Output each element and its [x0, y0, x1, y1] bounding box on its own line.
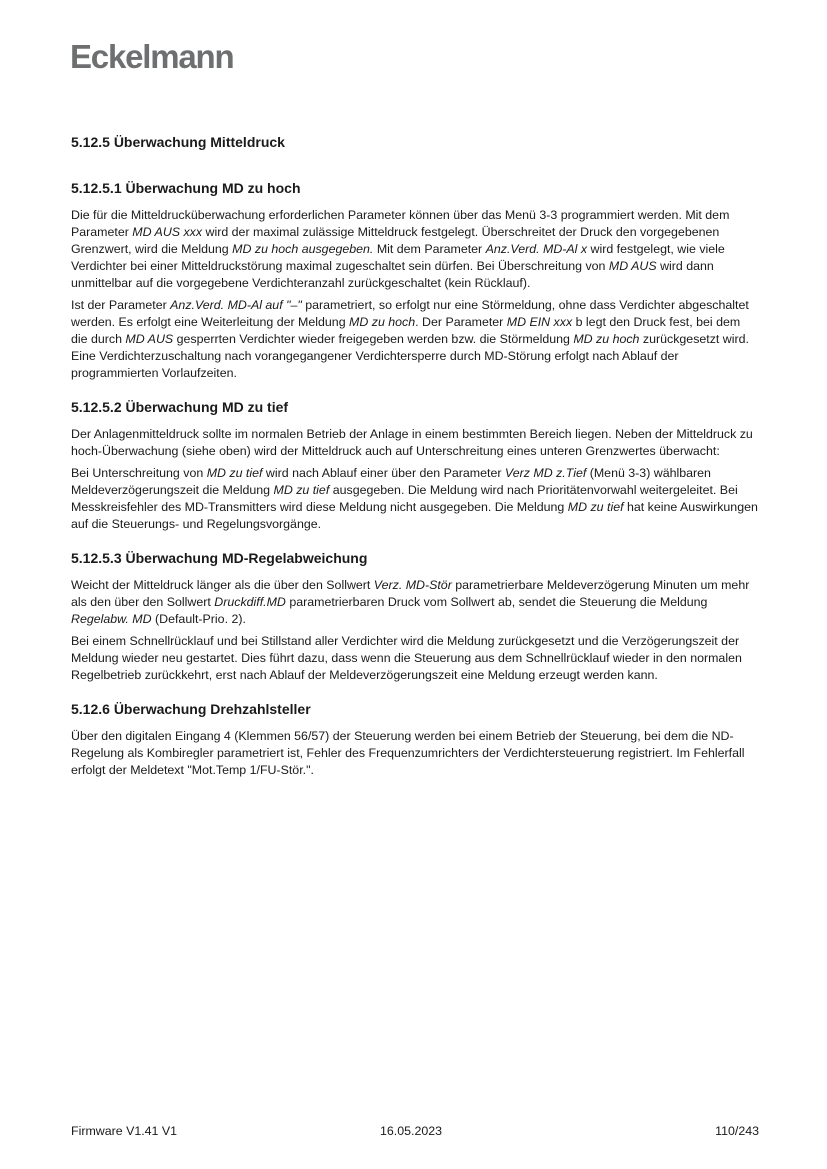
document-body [71, 133, 759, 784]
parameter-name: MD AUS [608, 259, 657, 273]
text-run: Bei Unterschreitung von [71, 466, 207, 480]
section-heading-5-12-6: 5.12.6 Überwachung Drehzahlsteller [71, 701, 311, 717]
text-run: hat keine Auswirkungen auf die Steuerungs- und Regelungsvorgänge. [71, 500, 758, 531]
text-run: Über den digitalen Eingang 4 (Klemmen 56/57) der Steuerung werden bei einem Betrieb der Steuerung, bei dem die ND-Regelung als Kombiregler parametriert ist, Fehler des Frequenzumrichters der Verdichtersteuerung registriert. Im Fehlerfall erfolgt der Meldetext "Mot.Temp 1/FU-Stör.". [71, 729, 745, 777]
text-run: wird festgelegt, wie viele Verdichter bei einer Mitteldruckstörung maximal zugeschaltet sein dürfen. Bei Überschreitung von [71, 242, 725, 273]
parameter-name: MD EIN xxx [506, 315, 573, 329]
text-run: Bei einem Schnellrücklauf und bei Stillstand aller Verdichter wird die Meldung zurückgesetzt und die Verzögerungszeit der Meldung wieder neu gestartet. Dies führt dazu, dass wenn die Steuerung aus dem Schnellrücklauf wieder in den normalen Regelbetrieb zurückkehrt, erst nach Ablauf der Meldeverzögerungszeit eine Meldung erzeugt werden kann. [71, 634, 742, 682]
section-heading-5-12-5-1: 5.12.5.1 Überwachung MD zu hoch [71, 180, 301, 196]
footer-date: 16.05.2023 [380, 1124, 443, 1138]
paragraph [71, 426, 759, 460]
paragraph [71, 465, 759, 533]
text-run: parametriert, so erfolgt nur eine Störmeldung, ohne dass Verdichter abgeschaltet werden. Es erfolgt eine Weiterleitung der Meldung [71, 298, 749, 329]
paragraph [71, 633, 759, 684]
paragraph [71, 728, 759, 779]
text-run: parametrierbaren Druck vom Sollwert ab, sendet die Steuerung die Meldung [285, 595, 708, 609]
text-run: Die für die Mitteldrucküberwachung erforderlichen Parameter können über das Menü 3-3 programmiert werden. Mit dem Parameter [71, 208, 730, 239]
eckelmann-logo: Eckelmann [70, 38, 234, 75]
text-run: wird der maximal zulässige Mitteldruck festgelegt. Überschreitet der Druck den vorgegebenen Grenzwert, wird die Meldung [71, 225, 720, 256]
section-heading-5-12-5-3: 5.12.5.3 Überwachung MD-Regelabweichung [71, 550, 368, 566]
text-run: Ist der Parameter [71, 298, 171, 312]
text-run: parametrierbare Meldeverzögerung Minuten um mehr als den über den Sollwert [71, 578, 750, 609]
text-run: Weicht der Mitteldruck länger als die über den Sollwert [71, 578, 374, 592]
paragraph [71, 577, 759, 628]
parameter-name: Verz. MD-Stör [373, 578, 452, 592]
message-name: MD zu hoch [349, 315, 416, 329]
parameter-name: MD AUS xxx [132, 225, 203, 239]
text-run: wird dann unmittelbar auf die vorgegebene Verdichteranzahl zurückgeschaltet (kein Rücklauf). [71, 259, 714, 290]
paragraph [71, 297, 759, 382]
message-name: MD zu tief [273, 483, 330, 497]
message-name: MD zu hoch [573, 332, 640, 346]
section-heading-5-12-5-2: 5.12.5.2 Überwachung MD zu tief [71, 399, 289, 415]
text-run: ausgegeben. Die Meldung wird nach Prioritätenvorwahl weitergeleitet. Bei Messkreisfehler des MD-Transmitters wird diese Meldung nicht ausgegeben. Die Meldung [71, 483, 738, 514]
parameter-name: Anz.Verd. MD-Al auf "–" [170, 298, 302, 312]
parameter-name: Druckdiff.MD [214, 595, 286, 609]
footer-page-number: 110/243 [715, 1124, 759, 1138]
footer-firmware: Firmware V1.41 V1 [71, 1124, 178, 1138]
text-run: gesperrten Verdichter wieder freigegeben werden bzw. die Störmeldung [173, 332, 574, 346]
message-name: MD zu hoch ausgegeben. [232, 242, 374, 256]
text-run: (Default-Prio. 2). [151, 612, 246, 626]
text-run: (Menü 3-3) wählbaren Meldeverzögerungszeit die Meldung [71, 466, 711, 497]
paragraph [71, 207, 759, 292]
text-run: Der Anlagenmitteldruck sollte im normalen Betrieb der Anlage in einem bestimmten Bereich liegen. Neben der Mitteldruck zu hoch-Überwachung (siehe oben) wird der Mitteldruck auch auf Unterschreitung eines unteren Grenzwertes überwacht: [71, 427, 753, 458]
section-heading-5-12-5: 5.12.5 Überwachung Mitteldruck [71, 134, 285, 150]
message-name: Regelabw. MD [71, 612, 152, 626]
parameter-name: Verz MD z.Tief [504, 466, 587, 480]
text-run: wird nach Ablauf einer über den Parameter [262, 466, 505, 480]
text-run: . Der Parameter [415, 315, 507, 329]
parameter-name: Anz.Verd. MD-Al x [485, 242, 588, 256]
message-name: MD zu tief [206, 466, 263, 480]
message-name: MD zu tief [567, 500, 624, 514]
text-run: zurückgesetzt wird. Eine Verdichterzuschaltung nach vorangegangener Verdichtersperre durch MD-Störung erfolgt nach Ablauf der programmierten Vorlaufzeiten. [71, 332, 749, 380]
parameter-name: MD AUS [125, 332, 174, 346]
text-run: Mit dem Parameter [373, 242, 486, 256]
text-run: b legt den Druck fest, bei dem die durch [71, 315, 741, 346]
